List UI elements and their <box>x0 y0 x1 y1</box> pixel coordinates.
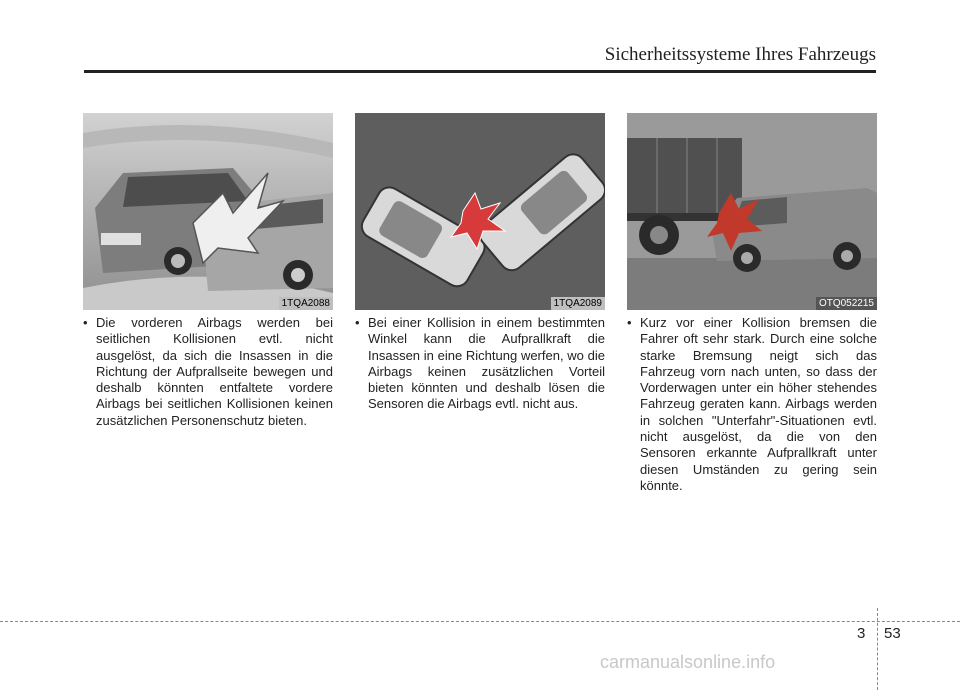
text-column-2 <box>355 315 605 413</box>
bullet-icon: • <box>83 315 88 330</box>
underride-collision-illustration-icon <box>627 113 877 310</box>
text-column-3 <box>627 315 877 494</box>
figure-code: OTQ052215 <box>816 297 877 310</box>
bullet-icon: • <box>627 315 632 330</box>
text-column-1 <box>83 315 333 429</box>
list-item <box>355 315 605 413</box>
figure-code: 1TQA2088 <box>279 297 333 310</box>
paragraph: Bei einer Kollision in einem bestimmten Winkel kann die Aufprallkraft die Insassen in eine Richtung werfen, wo die Airbags keinen zusätzlichen Vorteil bieten könnten und deshalb lösen die Sensoren die Airbags evtl. nicht aus. <box>368 315 605 412</box>
chapter-number: 3 <box>857 625 866 642</box>
page-number: 53 <box>884 625 901 642</box>
paragraph: Die vorderen Airbags werden bei seitlichen Kollisionen evtl. nicht ausgelöst, da sich die Insassen in die Richtung der Aufprallseite bewegen und deshalb könnten entfaltete vordere Airbags bei seitlichen Kollisionen keinen zusätzlichen Personenschutz bieten. <box>96 315 333 428</box>
figure-angle-collision <box>355 113 605 310</box>
angle-collision-illustration-icon <box>355 113 605 310</box>
page-header-title: Sicherheitssysteme Ihres Fahrzeugs <box>604 44 876 65</box>
figure-code: 1TQA2089 <box>551 297 605 310</box>
watermark-link[interactable]: carmanualsonline.info <box>600 652 776 672</box>
footer-divider <box>877 608 878 690</box>
figure-side-collision <box>83 113 333 310</box>
list-item <box>627 315 877 494</box>
side-collision-illustration-icon <box>83 113 333 310</box>
bullet-icon: • <box>355 315 360 330</box>
list-item <box>83 315 333 429</box>
footer-rule <box>0 621 960 622</box>
figure-underride-collision <box>627 113 877 310</box>
paragraph: Kurz vor einer Kollision bremsen die Fahrer oft sehr stark. Durch eine solche starke Bremsung neigt sich das Fahrzeug vorn nach unten, so dass der Vorderwagen unter ein höher stehendes Fahrzeug geraten kann. Airbags werden in solchen "Unterfahr"-Situationen evtl. nicht ausgelöst, da die von den Sensoren erkannte Aufprallkraft unter diesen Umständen zu gering sein könnte. <box>640 315 877 493</box>
header-rule <box>84 70 876 73</box>
